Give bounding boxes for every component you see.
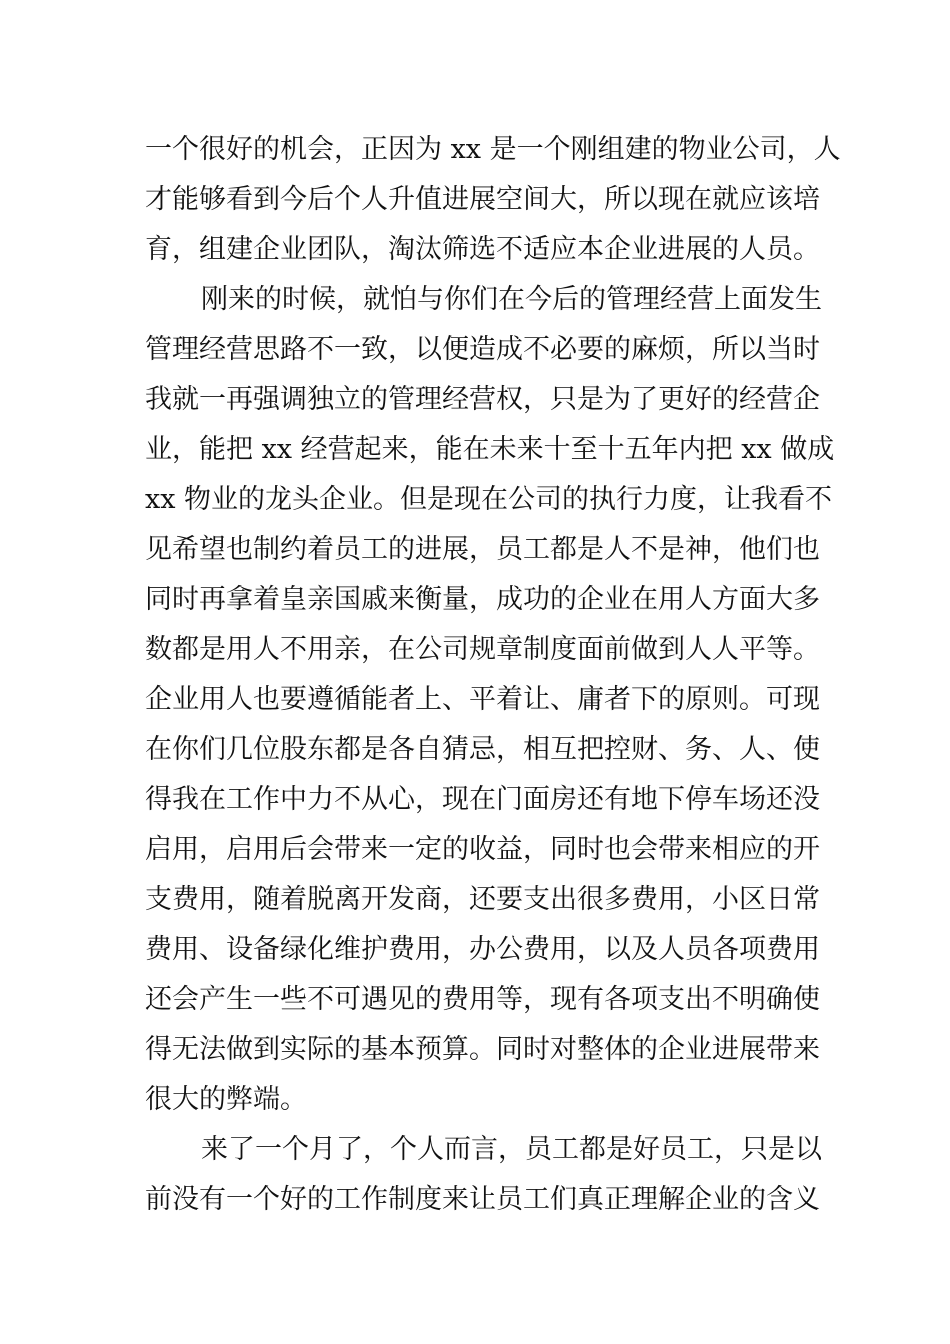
text-line-16: 支费用，随着脱离开发商，还要支出很多费用，小区日常 [145, 884, 820, 915]
text-line-20: 很大的弊端。 [145, 1084, 307, 1115]
text-line-19: 得无法做到实际的基本预算。同时对整体的企业进展带来 [145, 1034, 820, 1065]
text-line-6: 我就一再强调独立的管理经营权，只是为了更好的经营企 [145, 384, 820, 415]
text-line-9: 见希望也制约着员工的进展，员工都是人不是神，他们也 [145, 534, 820, 565]
text-line-2: 才能够看到今后个人升值进展空间大，所以现在就应该培 [145, 184, 820, 215]
text-line-22: 前没有一个好的工作制度来让员工们真正理解企业的含义 [145, 1184, 820, 1215]
text-line-11: 数都是用人不用亲，在公司规章制度面前做到人人平等。 [145, 634, 820, 665]
text-line-4: 刚来的时候，就怕与你们在今后的管理经营上面发生 [201, 284, 822, 315]
text-line-21: 来了一个月了，个人而言，员工都是好员工，只是以 [201, 1134, 822, 1165]
text-line-3: 育，组建企业团队，淘汰筛选不适应本企业进展的人员。 [145, 234, 820, 265]
text-line-15: 启用，启用后会带来一定的收益，同时也会带来相应的开 [145, 834, 820, 865]
text-line-7: 业，能把 xx 经营起来，能在未来十至十五年内把 xx 做成 [145, 434, 835, 465]
text-line-14: 得我在工作中力不从心，现在门面房还有地下停车场还没 [145, 784, 820, 815]
text-line-1: 一个很好的机会，正因为 xx 是一个刚组建的物业公司，人 [145, 134, 841, 165]
text-line-10: 同时再拿着皇亲国戚来衡量，成功的企业在用人方面大多 [145, 584, 820, 615]
text-line-12: 企业用人也要遵循能者上、平着让、庸者下的原则。可现 [145, 684, 820, 715]
text-line-17: 费用、设备绿化维护费用，办公费用，以及人员各项费用 [145, 934, 820, 965]
text-line-5: 管理经营思路不一致，以便造成不必要的麻烦，所以当时 [145, 334, 820, 365]
text-line-13: 在你们几位股东都是各自猜忌，相互把控财、务、人、使 [145, 734, 820, 765]
text-line-18: 还会产生一些不可遇见的费用等，现有各项支出不明确使 [145, 984, 820, 1015]
text-line-8: xx 物业的龙头企业。但是现在公司的执行力度，让我看不 [145, 484, 833, 515]
